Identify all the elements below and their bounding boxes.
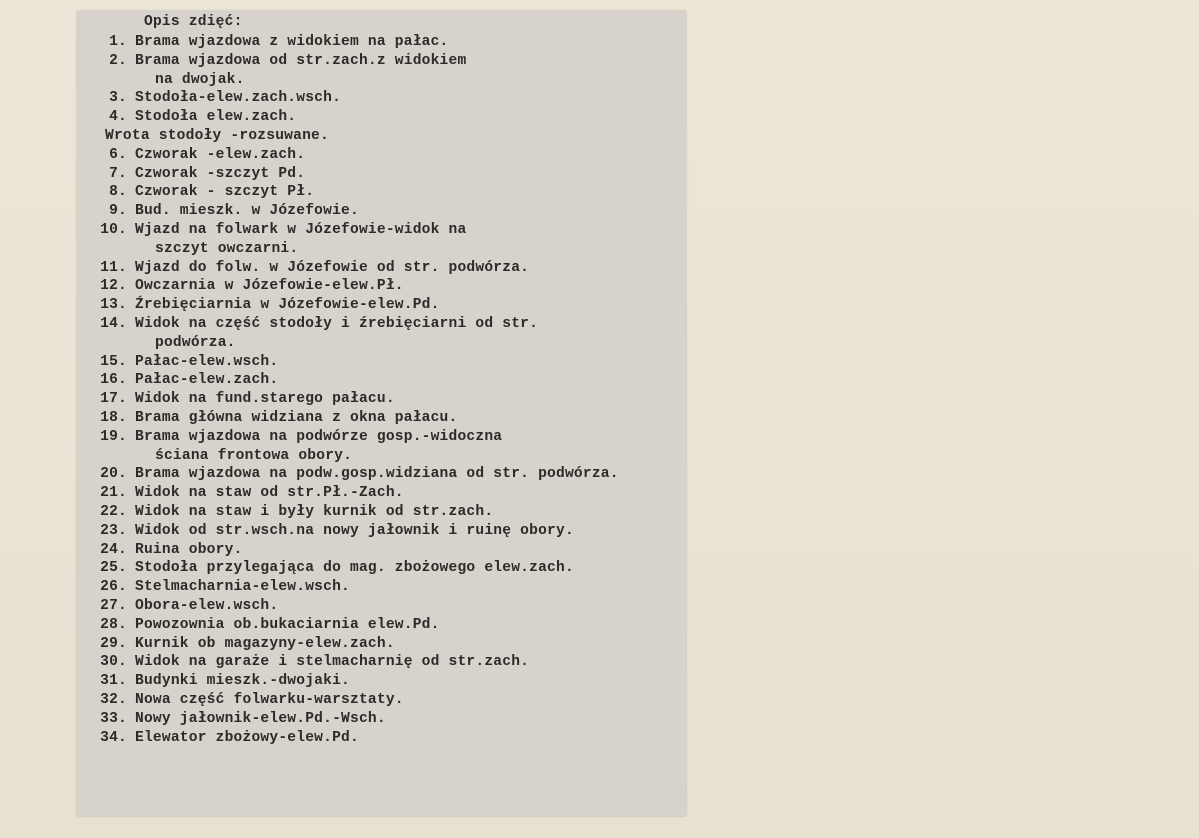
item-number: 16.: [100, 372, 127, 389]
item-text: Stodoła elew.zach.: [135, 109, 297, 126]
item-number: 12.: [100, 278, 127, 295]
item-number: 30.: [100, 654, 127, 671]
typed-sheet: [77, 11, 686, 816]
list-item: [85, 597, 278, 616]
item-text: Stodoła przylegająca do mag. zbożowego elew.zach.: [135, 560, 574, 577]
item-text: Bud. mieszk. w Józefowie.: [135, 203, 359, 220]
list-item: [85, 259, 529, 278]
item-number: 22.: [100, 504, 127, 520]
list-item: [85, 371, 278, 390]
item-text: Powozownia ob.bukaciarnia elew.Pd.: [135, 616, 440, 633]
list-item: [85, 390, 395, 409]
item-number: 10.: [100, 222, 127, 238]
item-number: 24.: [100, 541, 127, 558]
item-text: szczyt owczarni.: [155, 240, 299, 257]
item-number: 31.: [100, 673, 127, 690]
item-number: 7.: [109, 165, 127, 182]
item-text: Nowa część folwarku-warsztaty.: [135, 692, 404, 708]
list-item: [85, 484, 404, 503]
list-item: [85, 277, 404, 296]
list-item: [85, 541, 243, 560]
list-item: [85, 202, 359, 221]
list-item: [85, 89, 341, 108]
item-number: 34.: [100, 729, 127, 746]
item-number: 20.: [100, 466, 127, 483]
item-number: 32.: [100, 692, 127, 708]
item-text: Widok od str.wsch.na nowy jałownik i ruinę obory.: [135, 522, 574, 539]
list-item: [85, 33, 449, 52]
list-item: [85, 409, 457, 428]
item-number: 17.: [100, 391, 127, 408]
item-text: Źrebięciarnia w Józefowie-elew.Pd.: [135, 297, 440, 314]
item-number: 2.: [109, 52, 127, 69]
item-text: Brama wjazdowa od str.zach.z widokiem: [135, 52, 467, 69]
list-item: [85, 578, 350, 597]
list-item: [105, 127, 329, 146]
list-item: [85, 616, 440, 635]
item-text: Widok na staw i były kurnik od str.zach.: [135, 504, 494, 520]
item-text: Widok na część stodoły i źrebięciarni od str.: [135, 316, 539, 332]
item-text: na dwojak.: [155, 71, 245, 88]
list-item: [85, 428, 502, 447]
item-number: 26.: [100, 579, 127, 596]
item-number: 9.: [109, 203, 127, 220]
item-number: 19.: [100, 428, 127, 445]
item-number: 6.: [109, 146, 127, 163]
list-item-continuation: [85, 240, 298, 259]
item-number: 8.: [109, 184, 127, 201]
item-text: Widok na fund.starego pałacu.: [135, 391, 395, 408]
item-text: Wjazd do folw. w Józefowie od str. podwórza.: [135, 259, 530, 276]
item-text: Brama wjazdowa na podwórze gosp.-widoczna: [135, 428, 503, 445]
list-item-continuation: [85, 334, 236, 353]
list-item: [85, 635, 395, 654]
item-number: 4.: [109, 109, 127, 126]
list-item: [85, 165, 305, 184]
item-text: Pałac-elew.zach.: [135, 372, 279, 389]
list-item: [85, 559, 574, 578]
list-item: [85, 710, 386, 729]
item-number: 11.: [100, 259, 127, 276]
item-number: 3.: [109, 90, 127, 107]
item-text: Czworak - szczyt Pł.: [135, 184, 315, 201]
item-text: Owczarnia w Józefowie-elew.Pł.: [135, 278, 404, 295]
list-item-continuation: [85, 71, 245, 90]
item-text: Stelmacharnia-elew.wsch.: [135, 579, 350, 596]
item-number: 27.: [100, 598, 127, 614]
item-text: Stodoła-elew.zach.wsch.: [135, 90, 342, 107]
item-text: Wrota stodoły -rozsuwane.: [105, 128, 329, 144]
item-text: Brama główna widziana z okna pałacu.: [135, 410, 458, 426]
list-item: [85, 108, 296, 127]
document-title: Opis zdięć:: [144, 14, 243, 30]
item-text: podwórza.: [155, 334, 236, 351]
list-item: [85, 729, 359, 748]
list-item: [85, 653, 529, 672]
item-number: 21.: [100, 485, 127, 502]
item-text: Widok na garaże i stelmacharnię od str.zach.: [135, 654, 530, 671]
list-item-continuation: [85, 447, 352, 466]
list-item: [85, 522, 574, 541]
item-text: Brama wjazdowa na podw.gosp.widziana od str. podwórza.: [135, 466, 619, 483]
list-item: [85, 296, 440, 315]
item-number: 1.: [109, 34, 127, 50]
item-text: Pałac-elew.wsch.: [135, 353, 279, 370]
item-number: 15.: [100, 353, 127, 370]
item-text: Czworak -elew.zach.: [135, 146, 306, 163]
item-text: Wjazd na folwark w Józefowie-widok na: [135, 222, 467, 238]
list-item: [85, 503, 493, 522]
list-item: [85, 691, 404, 710]
item-text: Elewator zbożowy-elew.Pd.: [135, 729, 359, 746]
item-text: Nowy jałownik-elew.Pd.-Wsch.: [135, 710, 386, 727]
item-number: 23.: [100, 522, 127, 539]
item-number: 14.: [100, 316, 127, 332]
item-number: 25.: [100, 560, 127, 577]
item-text: ściana frontowa obory.: [155, 447, 353, 464]
item-text: Brama wjazdowa z widokiem na pałac.: [135, 34, 449, 50]
list-item: [85, 52, 466, 71]
item-text: Widok na staw od str.Pł.-Zach.: [135, 485, 404, 502]
list-item: [85, 183, 314, 202]
item-number: 33.: [100, 710, 127, 727]
item-number: 28.: [100, 616, 127, 633]
list-item: [85, 465, 619, 484]
item-number: 13.: [100, 297, 127, 314]
item-text: Ruina obory.: [135, 541, 243, 558]
item-text: Kurnik ob magazyny-elew.zach.: [135, 635, 395, 652]
list-item: [85, 146, 305, 165]
item-text: Obora-elew.wsch.: [135, 598, 279, 614]
item-number: 18.: [100, 410, 127, 426]
item-text: Budynki mieszk.-dwojaki.: [135, 673, 350, 690]
list-item: [85, 315, 538, 334]
list-item: [85, 672, 350, 691]
item-text: Czworak -szczyt Pd.: [135, 165, 306, 182]
document-body: [77, 11, 686, 816]
list-item: [85, 353, 278, 372]
item-number: 29.: [100, 635, 127, 652]
list-item: [85, 221, 466, 240]
